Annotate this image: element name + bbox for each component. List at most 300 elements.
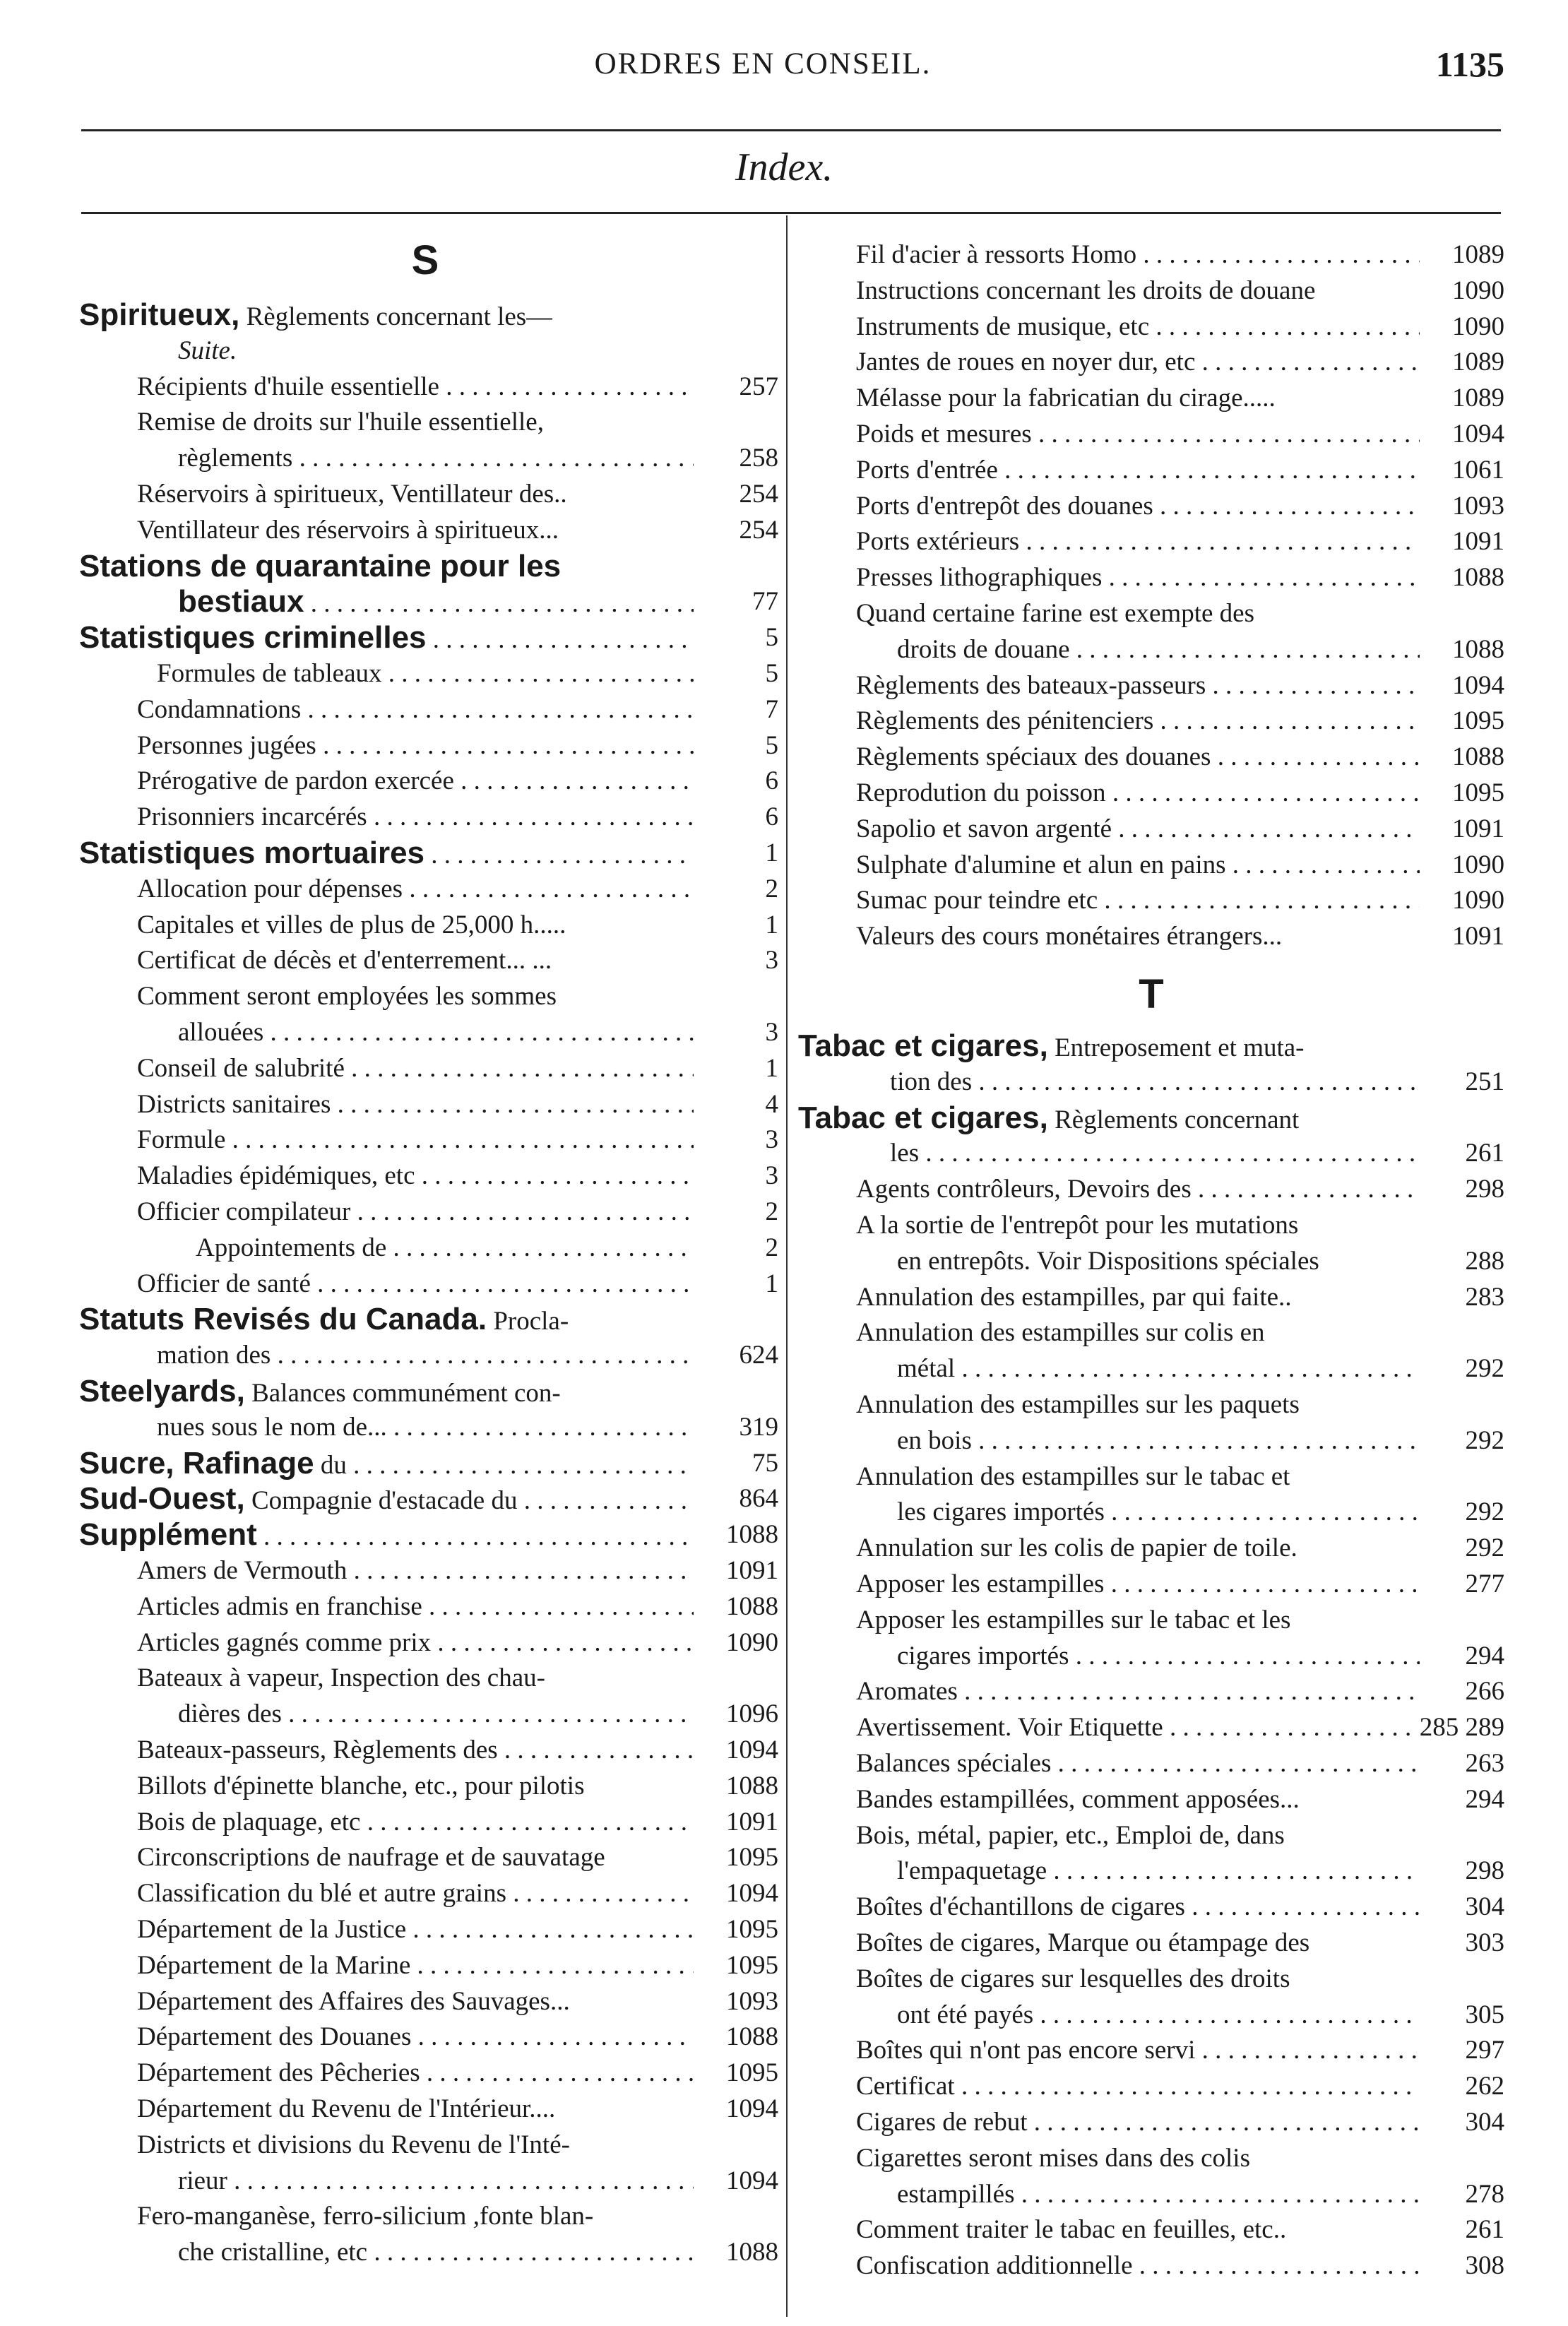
entry-text	[137, 1983, 570, 2019]
page-reference: 1088	[726, 1520, 778, 1550]
leader-dots	[1112, 814, 1420, 843]
leader-dots	[1069, 1642, 1420, 1671]
entry-text	[856, 309, 1420, 345]
entry-label: Boîtes de cigares sur lesquelles des droits	[856, 1964, 1290, 1993]
entry-text	[137, 799, 694, 835]
index-entry	[79, 1660, 778, 1696]
index-entry	[798, 2248, 1504, 2284]
section-letter-s: S	[411, 237, 439, 283]
index-entry	[798, 1638, 1504, 1674]
page-reference: 3	[765, 946, 778, 975]
leader-dots	[304, 589, 694, 618]
leader-dots	[316, 731, 694, 760]
index-entry	[79, 1158, 778, 1194]
entry-text	[137, 692, 694, 728]
index-entry	[798, 1817, 1504, 1853]
entry-description: Règlements concernant	[1047, 1105, 1300, 1134]
page-reference: 1094	[726, 1879, 778, 1909]
page-reference: 277	[1465, 1570, 1504, 1598]
page-reference: 1090	[1452, 311, 1504, 341]
page-reference: 278	[1465, 2179, 1504, 2209]
index-entry	[79, 2091, 778, 2127]
entry-label: nues sous le nom de...	[157, 1412, 387, 1442]
entry-text	[856, 2248, 1420, 2284]
entry-label: Annulation des estampilles sur colis en	[856, 1318, 1265, 1348]
entry-label: Apposer les estampilles sur le tabac et les	[856, 1605, 1291, 1634]
page-reference: 1088	[1452, 563, 1504, 593]
index-entry	[798, 2068, 1504, 2104]
leader-dots	[225, 1125, 694, 1154]
entry-text	[137, 1194, 694, 1230]
entry-label: règlements	[178, 444, 293, 473]
leader-dots	[301, 695, 694, 724]
entry-label: Mélasse pour la fabricatian du cirage.....	[856, 384, 1276, 413]
page-reference: 292	[1465, 1425, 1504, 1455]
entry-description: Entreposement et muta-	[1047, 1033, 1305, 1062]
entry-label: Billots d'épinette blanche, etc., pour pilotis	[137, 1771, 585, 1800]
leader-dots	[411, 2022, 694, 2051]
leader-dots	[403, 874, 694, 903]
index-entry	[79, 512, 778, 548]
leader-dots	[263, 1018, 694, 1047]
entry-term: Statistiques criminelles	[79, 620, 427, 655]
entry-text	[856, 2104, 1420, 2140]
entry-text	[856, 1781, 1300, 1817]
index-entry	[79, 1696, 778, 1732]
index-entry	[79, 2234, 778, 2270]
entry-text	[890, 1135, 1420, 1171]
entry-label: Quand certaine farine est exempte des	[856, 599, 1254, 628]
page-reference: 292	[1465, 1497, 1504, 1527]
leader-dots	[1211, 742, 1420, 771]
entry-label: Comment seront employées les sommes	[137, 982, 557, 1011]
page-reference: 1094	[1452, 670, 1504, 700]
index-entry	[79, 692, 778, 728]
entry-label: Formule	[137, 1125, 226, 1155]
leader-dots	[1206, 671, 1420, 700]
index-entry	[79, 548, 778, 584]
page-reference: 1	[765, 1053, 778, 1083]
index-entry	[798, 2176, 1504, 2212]
entry-term: Tabac et cigares,	[798, 1028, 1048, 1063]
leader-dots	[367, 2238, 694, 2267]
index-entry	[79, 1875, 778, 1911]
index-entry	[798, 559, 1504, 595]
index-entry	[798, 1064, 1504, 1100]
leader-dots	[1027, 2108, 1420, 2137]
page-reference: 624	[739, 1341, 778, 1370]
page-reference: 1095	[1452, 778, 1504, 807]
page-reference: 266	[1465, 1677, 1504, 1707]
entry-text	[798, 1100, 1299, 1138]
column-divider	[786, 215, 788, 2317]
entry-text	[856, 1207, 1298, 1243]
index-entry	[79, 1732, 778, 1768]
index-entry	[798, 273, 1504, 309]
entry-text	[897, 1997, 1420, 2033]
leader-dots	[410, 1951, 694, 1980]
leader-dots	[345, 1054, 694, 1083]
index-entry	[798, 739, 1504, 775]
entry-text	[856, 1889, 1420, 1925]
entry-label: Prérogative de pardon exercée	[137, 766, 454, 796]
index-entry	[798, 595, 1504, 631]
index-entry	[79, 1768, 778, 1804]
entry-label: Poids et mesures	[856, 420, 1032, 449]
entry-text	[137, 907, 566, 943]
entry-text	[856, 523, 1420, 559]
page-reference: 1094	[726, 2166, 778, 2195]
page-reference: 1091	[1452, 527, 1504, 557]
leader-dots	[360, 1808, 694, 1837]
leader-dots	[347, 1451, 694, 1480]
index-entry	[798, 1961, 1504, 1997]
page-reference: 1095	[1452, 706, 1504, 736]
leader-dots	[972, 1067, 1420, 1096]
entry-description: Règlements concernant les—	[239, 302, 553, 331]
page-reference: 3	[765, 1161, 778, 1191]
index-entry	[79, 1337, 778, 1373]
entry-label: Comment traiter le tabac en feuilles, etc..	[856, 2215, 1287, 2245]
entry-label: Sumac pour teindre etc	[856, 886, 1098, 915]
entry-label: Annulation des estampilles sur les paquets	[856, 1390, 1300, 1419]
leader-dots	[454, 766, 694, 795]
page-reference: 257	[739, 372, 778, 401]
page-reference: 1	[765, 910, 778, 939]
index-entry	[79, 1804, 778, 1840]
entry-text	[856, 2032, 1420, 2068]
index-entry	[798, 452, 1504, 488]
entry-text	[79, 1445, 694, 1483]
index-entry	[79, 1194, 778, 1230]
entry-text	[79, 1301, 569, 1339]
leader-dots	[955, 1354, 1420, 1383]
page-reference: 1096	[726, 1699, 778, 1729]
entry-text	[137, 1732, 694, 1768]
page-reference: 1095	[726, 1915, 778, 1944]
entry-text	[137, 1050, 694, 1086]
entry-text	[897, 1351, 1420, 1387]
index-entry	[79, 1014, 778, 1050]
index-entry	[798, 1459, 1504, 1495]
page-reference: 1089	[1452, 384, 1504, 413]
entry-text	[798, 1028, 1305, 1066]
index-entry	[79, 835, 778, 871]
page-reference: 262	[1465, 2072, 1504, 2101]
index-entry	[798, 1925, 1504, 1961]
index-entry	[798, 631, 1504, 667]
entry-label: Boîtes de cigares, Marque ou étampage des	[856, 1928, 1310, 1957]
entry-text	[856, 847, 1420, 883]
page-reference: 1091	[1452, 814, 1504, 843]
leader-dots	[1098, 886, 1420, 915]
entry-label: en bois	[897, 1425, 972, 1455]
entry-label: Règlements spéciaux des douanes	[856, 742, 1211, 772]
leader-dots	[406, 1915, 694, 1944]
leader-dots	[331, 1090, 694, 1119]
entry-text	[137, 1625, 694, 1661]
entry-text	[137, 369, 694, 405]
entry-text	[137, 1553, 694, 1589]
index-entry	[798, 2140, 1504, 2176]
entry-term: Supplément	[79, 1517, 257, 1553]
leader-dots	[386, 1233, 694, 1262]
index-entry	[798, 918, 1504, 954]
leader-dots	[498, 1735, 694, 1764]
entry-text	[178, 2234, 694, 2270]
leader-dots	[998, 456, 1420, 485]
leader-dots	[919, 1139, 1420, 1168]
entry-label: Balances spéciales	[856, 1749, 1052, 1778]
entry-label: Règlements des bateaux-passeurs	[856, 670, 1206, 700]
entry-label: Reprodution du poisson	[856, 778, 1106, 807]
heading-rule	[81, 212, 1501, 214]
section-letter-t: T	[1139, 971, 1164, 1017]
index-entry	[79, 1086, 778, 1122]
page-reference: 303	[1465, 1928, 1504, 1957]
entry-label: Département de la Justice	[137, 1915, 407, 1944]
entry-label: rieur	[178, 2166, 227, 2195]
index-entry	[79, 1122, 778, 1158]
entry-label: tion des	[890, 1067, 973, 1096]
entry-text	[137, 2091, 555, 2127]
entry-label: Allocation pour dépenses	[137, 874, 403, 903]
leader-dots	[1032, 420, 1420, 449]
page-header	[0, 0, 1568, 106]
leader-dots	[955, 2072, 1420, 2101]
entry-label: Presses lithographiques	[856, 563, 1103, 593]
leader-dots	[1226, 850, 1420, 879]
entry-label: Boîtes qui n'ont pas encore servi	[856, 2036, 1196, 2065]
entry-text	[856, 595, 1254, 631]
index-entry	[79, 1553, 778, 1589]
entry-text	[856, 1602, 1290, 1638]
entry-label: Réservoirs à spiritueux, Ventillateur des..	[137, 480, 567, 509]
page-reference: 1088	[726, 1771, 778, 1800]
page-reference: 77	[752, 587, 778, 617]
entry-text	[157, 655, 694, 692]
entry-text	[178, 583, 694, 622]
entry-text	[137, 942, 552, 978]
entry-text	[856, 452, 1420, 488]
page-reference: 258	[739, 444, 778, 473]
page-reference: 5	[765, 730, 778, 760]
leader-dots	[387, 1413, 694, 1442]
index-entry	[79, 1481, 778, 1517]
leader-dots	[257, 1522, 694, 1551]
page-reference: 1093	[726, 1986, 778, 2016]
entry-text	[897, 1423, 1420, 1459]
leader-dots	[415, 1161, 694, 1190]
leader-dots	[431, 1628, 694, 1657]
leader-dots	[347, 1556, 694, 1585]
index-entry	[798, 309, 1504, 345]
page-reference: 1094	[1452, 420, 1504, 449]
entry-label: Prisonniers incarcérés	[137, 802, 367, 832]
leader-dots	[439, 372, 694, 401]
entry-text	[856, 273, 1315, 309]
index-entry	[79, 942, 778, 978]
index-entry	[798, 1566, 1504, 1602]
entry-text	[856, 775, 1420, 811]
leader-dots	[227, 2166, 694, 2195]
entry-text	[856, 380, 1276, 416]
entry-text	[137, 728, 694, 764]
entry-label: Conseil de salubrité	[137, 1053, 345, 1083]
entry-label: Ports d'entrepôt des douanes	[856, 491, 1153, 521]
page-reference: 1093	[1452, 491, 1504, 521]
entry-text	[856, 237, 1420, 273]
entry-label: Département des Affaires des Sauvages...	[137, 1986, 570, 2016]
leader-dots	[292, 444, 694, 473]
page-reference: 285 289	[1419, 1713, 1504, 1743]
entry-term: Sud-Ouest,	[79, 1481, 245, 1517]
leader-dots	[506, 1879, 694, 1908]
index-entry	[798, 1889, 1504, 1925]
page-reference: 5	[765, 623, 778, 653]
entry-text	[897, 1638, 1420, 1674]
leader-dots	[1051, 1749, 1420, 1778]
entry-text	[856, 1530, 1297, 1566]
running-title: ORDRES EN CONSEIL.	[594, 47, 932, 81]
page-reference: 298	[1465, 1175, 1504, 1204]
page-reference: 2	[765, 1197, 778, 1226]
page-reference: 4	[765, 1089, 778, 1119]
entry-label: Avertissement. Voir Etiquette	[856, 1713, 1163, 1743]
entry-term: Tabac et cigares,	[798, 1100, 1048, 1135]
page-reference: 1095	[726, 1950, 778, 1980]
entry-label: les	[890, 1139, 920, 1168]
entry-label: Certificat	[856, 2072, 955, 2101]
index-entry	[798, 1207, 1504, 1243]
index-entry	[79, 2127, 778, 2163]
entry-label: Annulation sur les colis de papier de toile.	[856, 1533, 1297, 1563]
page-reference: 283	[1465, 1282, 1504, 1312]
entry-label: Département des Douanes	[137, 2022, 412, 2052]
leader-dots	[422, 1592, 694, 1621]
leader-dots	[382, 659, 694, 688]
entry-text	[137, 1911, 694, 1947]
entry-term: Statuts Revisés du Canada.	[79, 1302, 487, 1337]
page-reference: 294	[1465, 1641, 1504, 1671]
entry-text	[157, 1409, 694, 1445]
leader-dots	[424, 841, 694, 870]
index-entry	[798, 1853, 1504, 1889]
entry-text	[856, 2140, 1250, 2176]
leader-dots	[1192, 1175, 1420, 1204]
entry-label: métal	[897, 1354, 956, 1384]
entry-label: Règlements des pénitenciers	[856, 706, 1154, 736]
index-entry	[79, 1050, 778, 1086]
page-reference: 1088	[726, 2238, 778, 2267]
entry-description: Compagnie d'estacade du	[244, 1486, 518, 1516]
entry-text	[137, 512, 559, 548]
entry-text	[856, 488, 1420, 524]
page-reference: 261	[1465, 1139, 1504, 1168]
entry-text	[137, 1804, 694, 1840]
entry-label: Bandes estampillées, comment apposées...	[856, 1784, 1300, 1814]
index-entry	[798, 1673, 1504, 1709]
index-entry	[798, 1315, 1504, 1351]
entry-label: Articles admis en franchise	[137, 1591, 422, 1621]
index-entry	[79, 2163, 778, 2199]
entry-label: Bateaux-passeurs, Règlements des	[137, 1735, 498, 1764]
index-entry	[79, 297, 778, 333]
index-entry	[798, 1243, 1504, 1279]
entry-label: Districts sanitaires	[137, 1089, 331, 1119]
entry-text	[137, 1839, 605, 1875]
index-entry	[798, 416, 1504, 452]
entry-text	[137, 1947, 694, 1983]
entry-label: Ports extérieurs	[856, 527, 1020, 557]
page-reference: 3	[765, 1125, 778, 1155]
entry-label: Appointements de	[196, 1233, 387, 1262]
index-entry	[798, 1709, 1504, 1745]
index-entry	[79, 404, 778, 440]
entry-label: les cigares importés	[897, 1497, 1105, 1527]
page-reference: 319	[739, 1412, 778, 1442]
entry-text	[79, 619, 694, 658]
leader-dots	[1153, 706, 1420, 735]
entry-text	[856, 1817, 1285, 1853]
leader-dots	[1014, 2180, 1420, 2209]
page-reference: 254	[739, 480, 778, 509]
entry-label: Ventillateur des réservoirs à spiritueux...	[137, 515, 559, 545]
entry-label: Instruments de musique, etc	[856, 311, 1150, 341]
entry-label: Département de la Marine	[137, 1950, 411, 1980]
entry-text	[897, 1494, 1420, 1530]
entry-text	[856, 416, 1420, 452]
index-entry	[798, 1351, 1504, 1387]
index-entry	[798, 1171, 1504, 1207]
entry-text	[137, 978, 557, 1014]
entry-label: Boîtes d'échantillons de cigares	[856, 1892, 1185, 1922]
entry-text	[856, 2212, 1286, 2248]
index-entry	[798, 1494, 1504, 1530]
index-entry	[798, 2212, 1504, 2248]
entry-text	[137, 763, 694, 799]
entry-label: Annulation des estampilles, par qui faite..	[856, 1282, 1292, 1312]
entry-label: Districts et divisions du Revenu de l'Inté-	[137, 2130, 570, 2159]
entry-text	[137, 1122, 694, 1158]
page-reference: 1088	[1452, 742, 1504, 772]
index-entry	[79, 728, 778, 764]
page-reference: 1091	[726, 1807, 778, 1837]
entry-label: Classification du blé et autre grains	[137, 1879, 506, 1909]
page-reference: 1090	[1452, 275, 1504, 305]
entry-label: Amers de Vermouth	[137, 1556, 348, 1585]
leader-dots	[367, 802, 694, 831]
index-entry	[79, 476, 778, 512]
page-reference: 294	[1465, 1784, 1504, 1814]
index-entry	[798, 1135, 1504, 1171]
index-entry	[79, 978, 778, 1014]
index-entry	[79, 655, 778, 692]
entry-text	[137, 871, 694, 907]
page-reference: 1094	[726, 1735, 778, 1764]
entry-term: bestiaux	[178, 584, 304, 619]
index-entry	[79, 871, 778, 907]
entry-label: Confiscation additionnelle	[856, 2251, 1133, 2281]
entry-text	[79, 835, 694, 873]
page-reference: 75	[752, 1448, 778, 1478]
entry-label: mation des	[157, 1341, 271, 1370]
entry-text	[79, 1373, 561, 1411]
page-reference: 5	[765, 659, 778, 688]
entry-text	[856, 882, 1420, 918]
entry-text	[897, 2176, 1420, 2212]
page-reference: 3	[765, 1018, 778, 1047]
